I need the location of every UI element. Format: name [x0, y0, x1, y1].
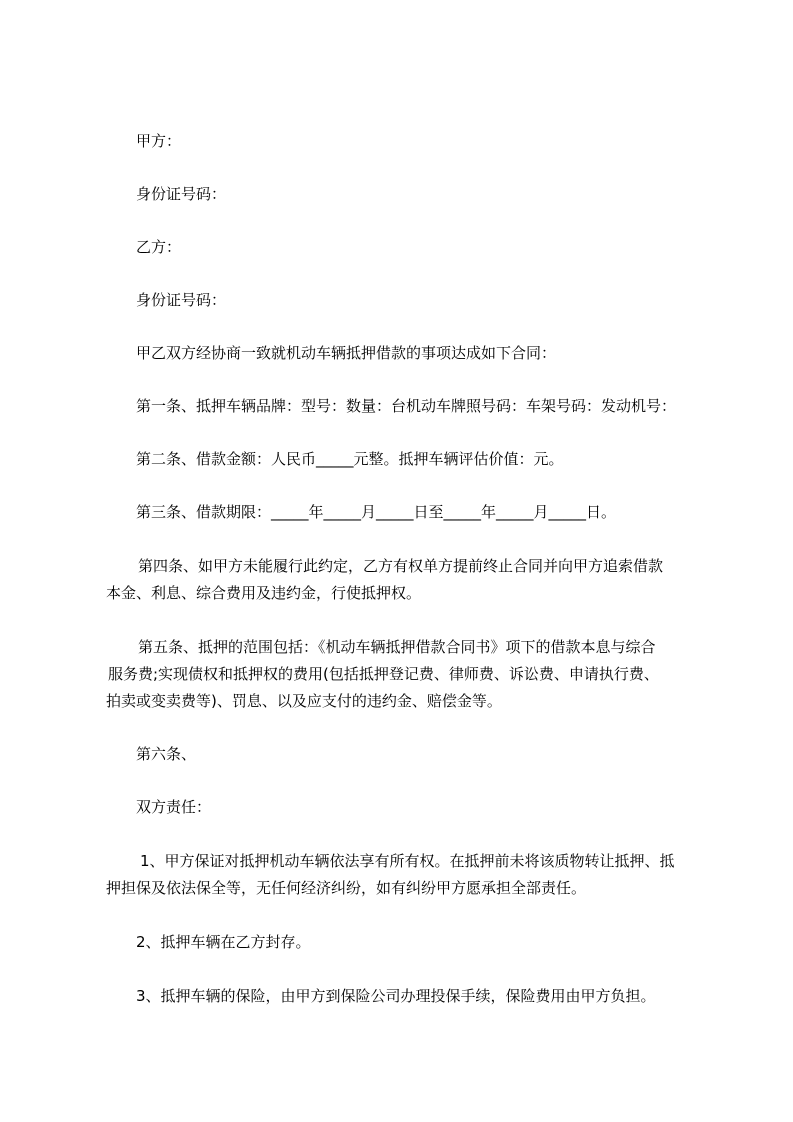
responsibilities-heading: 双方责任： — [136, 798, 212, 816]
article-2: 第二条、借款金额：人民币_____元整。抵押车辆评估价值：元。 — [136, 450, 564, 468]
article-6: 第六条、 — [136, 745, 197, 763]
article-4-line-1: 第四条、如甲方未能履行此约定，乙方有权单方提前终止合同并向甲方追索借款 — [138, 557, 664, 575]
article-5-line-2: 服务费;实现债权和抵押权的费用(包括抵押登记费、律师费、诉讼费、申请执行费、 — [108, 665, 659, 683]
article-4-line-2: 本金、利息、综合费用及违约金，行使抵押权。 — [106, 584, 422, 602]
responsibility-3: 3、抵押车辆的保险，由甲方到保险公司办理投保手续，保险费用由甲方负担。 — [136, 987, 656, 1005]
article-3: 第三条、借款期限：_____年_____月_____日至_____年_____月_____日。 — [136, 503, 617, 521]
article-1: 第一条、抵押车辆品牌：型号：数量：台机动车牌照号码：车架号码：发动机号： — [136, 397, 677, 415]
party-a-id-label: 身份证号码： — [136, 185, 227, 203]
party-a-label: 甲方： — [136, 132, 182, 150]
responsibility-1-line-2: 押担保及依法保全等，无任何经济纠纷，如有纠纷甲方愿承担全部责任。 — [106, 879, 587, 897]
contract-intro: 甲乙双方经协商一致就机动车辆抵押借款的事项达成如下合同： — [136, 344, 557, 362]
article-5-line-1: 第五条、抵押的范围包括：《机动车辆抵押借款合同书》项下的借款本息与综合 — [138, 638, 656, 656]
party-b-label: 乙方： — [136, 238, 182, 256]
article-5-line-3: 拍卖或变卖费等)、罚息、以及应支付的违约金、赔偿金等。 — [106, 692, 502, 710]
responsibility-2: 2、抵押车辆在乙方封存。 — [136, 933, 311, 951]
party-b-id-label: 身份证号码： — [136, 291, 227, 309]
responsibility-1-line-1: 1、甲方保证对抵押机动车辆依法享有所有权。在抵押前未将该质物转让抵押、抵 — [140, 852, 675, 870]
